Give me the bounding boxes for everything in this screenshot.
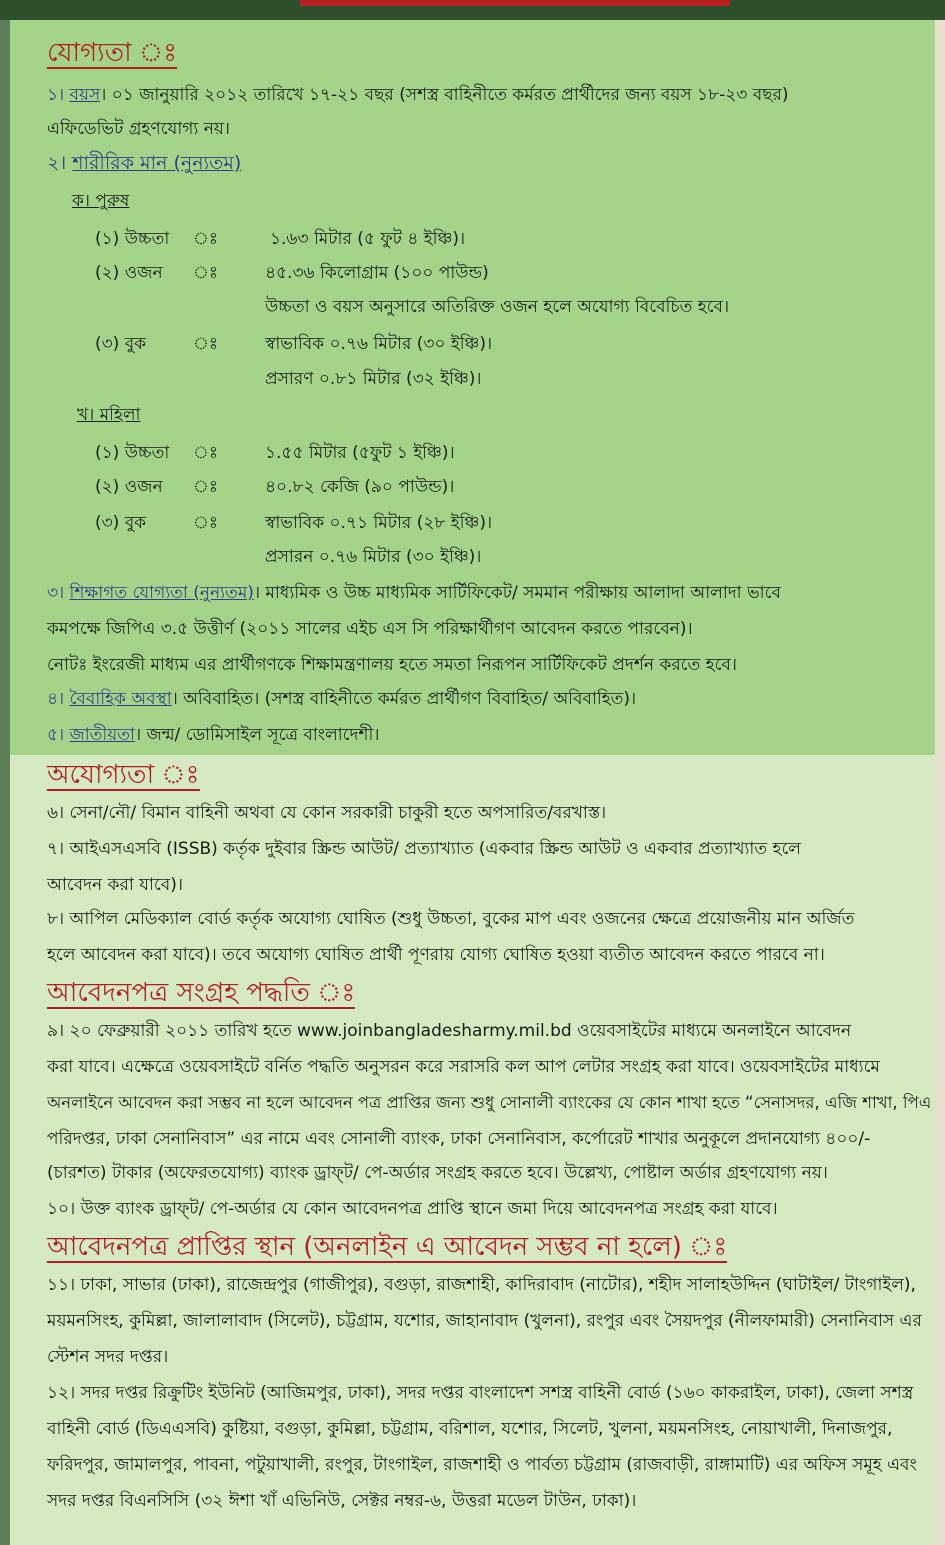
age-label: বয়স xyxy=(69,85,101,105)
education-line-2: কমপক্ষে জিপিএ ৩.৫ উত্তীর্ণ (২০১১ সালের এইচ এস সি পরিক্ষার্থীগণ আবেদন করতে পারবেন)। xyxy=(47,619,693,639)
collection-line-6: ১০। উক্ত ব্যাংক ড্রাফ্‌ট/ পে-অর্ডার যে কোন আবেদনপত্র প্রাপ্তি স্থানে জমা দিয়ে আবেদনপত্র সংগ্রহ করা যাবে। xyxy=(47,1199,778,1219)
male-weight-value: ৪৫.৩৬ কিলোগ্রাম (১০০ পাউন্ড) xyxy=(265,263,489,283)
male-chest-label: (৩) বুক xyxy=(95,334,147,354)
female-label: খ। মহিলা xyxy=(77,405,141,425)
female-weight-label: (২) ওজন xyxy=(95,477,163,497)
places-line-1: ১১। ঢাকা, সাভার (ঢাকা), রাজেন্দ্রপুর (গাজীপুর), বগুড়া, রাজশাহী, কাদিরাবাদ (নাটোর), শহীদ সালাহউদ্দিন (ঘাটাইল/ টাংগাইল), xyxy=(47,1275,916,1295)
collection-line-4: পরিদপ্তর, ঢাকা সেনানিবাস” এর নামে এবং সোনালী ব্যাংক, ঢাকা সেনানিবাস, কর্পোরেট শাখার অনুকূলে প্রদানযোগ্য ৪০০/- xyxy=(47,1129,871,1149)
places-line-6: ফরিদপুর, জামালপুর, পাবনা, পটুয়াখালী, রংপুর, টাংগাইল, রাজশাহী ও পার্বত্য চট্টগ্রাম (রাজবাড়ী, রাঙ্গামাটি) এর অফিস সমূহ এবং xyxy=(47,1455,917,1475)
disq-item-6: ৬। সেনা/নৌ/ বিমান বাহিনী অথবা যে কোন সরকারী চাকুরী হতে অপসারিত/বরখাস্ত। xyxy=(47,803,607,823)
places-heading: আবেদনপত্র প্রাপ্তির স্থান (অনলাইন এ আবেদন সম্ভব না হলে) ঃ xyxy=(47,1232,728,1262)
physical-num: ২। xyxy=(47,152,67,174)
nationality-line xyxy=(47,722,379,748)
male-label: ক। পুরুষ xyxy=(72,191,130,211)
age-line-2: এফিডেভিট গ্রহণযোগ্য নয়। xyxy=(47,119,230,139)
places-line-3: স্টেশন সদর দপ্তর। xyxy=(47,1347,169,1367)
marital-text: । অবিবাহিত। (সশস্ত্র বাহিনীতে কর্মরত প্রার্থীগণ বিবাহিত/ অবিবাহিত)। xyxy=(171,689,637,709)
eligibility-heading: যোগ্যতা ঃ xyxy=(47,38,178,68)
collection-line-1: ৯। ২০ ফেব্রুয়ারী ২০১১ তারিখ হতে www.joinbangladesharmy.mil.bd ওয়েবসাইটের মাধ্যমে অনলাইনে আবেদন xyxy=(47,1021,852,1041)
male-chest-expand: প্রসারণ ০.৮১ মিটার (৩২ ইঞ্চি)। xyxy=(265,369,482,389)
age-text: । ০১ জানুয়ারি ২০১২ তারিখে ১৭-২১ বছর (সশস্ত্র বাহিনীতে কর্মরত প্রার্থীদের জন্য বয়স ১৮-২৩ বছর) xyxy=(100,85,789,105)
male-height-label: (১) উচ্চতা xyxy=(95,229,170,249)
female-weight-value: ৪০.৮২ কেজি (৯০ পাউন্ড)। xyxy=(265,477,455,497)
education-text: । মাধ্যমিক ও উচ্চ মাধ্যমিক সার্টিফিকেট/ সমমান পরীক্ষায় আলাদা আলাদা ভাবে xyxy=(253,583,781,603)
places-line-7: সদর দপ্তর বিএনসিসি (৩২ ঈশা খাঁ এভিনিউ, সেক্টর নম্বর-৬, উত্তরা মডেল টাউন, ঢাকা)। xyxy=(47,1491,637,1511)
nationality-num: ৫। xyxy=(47,725,65,745)
disq-item-7b: আবেদন করা যাবে)। xyxy=(47,875,183,895)
age-line xyxy=(47,82,789,108)
collection-line-2: করা যাবে। এক্ষেত্রে ওয়েবসাইটে বর্নিত পদ্ধতি অনুসরন করে সরাসরি কল আপ লেটার সংগ্রহ করা যাবে। ওয়েবসাইটের মাধ্যমে xyxy=(47,1057,880,1077)
disq-item-8b: হলে আবেদন করা যাবে)। তবে অযোগ্য ঘোষিত প্রার্থী পূণরায় যোগ্য ঘোষিত হওয়া ব্যতীত আবেদন করতে পারবে না। xyxy=(47,945,825,965)
colon: ঃ xyxy=(193,334,218,354)
marital-num: ৪। xyxy=(47,689,65,709)
colon: ঃ xyxy=(193,263,218,283)
male-chest-value: স্বাভাবিক ০.৭৬ মিটার (৩০ ইঞ্চি)। xyxy=(265,334,493,354)
colon: ঃ xyxy=(193,443,218,463)
female-chest-expand: প্রসারন ০.৭৬ মিটার (৩০ ইঞ্চি)। xyxy=(265,547,482,567)
female-height-label: (১) উচ্চতা xyxy=(95,443,170,463)
places-line-5: বাহিনী বোর্ড (ডিএএসবি) কুষ্টিয়া, বগুড়া, কুমিল্লা, চট্টগ্রাম, বরিশাল, যশোর, সিলেট, খুলনা, ময়মনসিংহ, নোয়াখালী, দিনাজপুর, xyxy=(47,1419,893,1439)
education-note: নোটঃ ইংরেজী মাধ্যম এর প্রার্থীগণকে শিক্ষামন্ত্রণালয় হতে সমতা নিরূপন সার্টিফিকেট প্রদর্শন করতে হবে। xyxy=(47,655,737,675)
disqualification-heading: অযোগ্যতা ঃ xyxy=(47,760,200,790)
places-line-4: ১২। সদর দপ্তর রিক্রুটিং ইউনিট (আজিমপুর, ঢাকা), সদর দপ্তর বাংলাদেশ সশস্ত্র বাহিনী বোর্ড (১৬০ কাকরাইল, ঢাকা), জেলা সশস্ত্র xyxy=(47,1383,914,1403)
marital-line xyxy=(47,686,636,712)
age-num: ১। xyxy=(47,85,65,105)
collection-line-5: (চারশত) টাকার (অফেরতযোগ্য) ব্যাংক ড্রাফ্‌ট/ পে-অর্ডার সংগ্রহ করতে হবে। উল্লেখ্য, পোষ্টাল অর্ডার গ্রহণযোগ্য নয়। xyxy=(47,1163,828,1183)
education-label: শিক্ষাগত যোগ্যতা (নুন্যতম) xyxy=(69,583,254,603)
male-height-value: ১.৬৩ মিটার (৫ ফুট ৪ ইঞ্চি)। xyxy=(270,229,466,249)
male-weight-label: (২) ওজন xyxy=(95,263,163,283)
nationality-text: । জন্ম/ ডোমিসাইল সূত্রে বাংলাদেশী। xyxy=(135,725,380,745)
nationality-label: জাতীয়তা xyxy=(69,725,135,745)
colon: ঃ xyxy=(193,513,218,533)
places-line-2: ময়মনসিংহ, কুমিল্লা, জালালাবাদ (সিলেট), চট্টগ্রাম, যশোর, জাহানাবাদ (খুলনা), রংপুর এবং সৈয়দপুর (নীলফামারী) সেনানিবাস এর xyxy=(47,1311,922,1331)
female-chest-label: (৩) বুক xyxy=(95,513,147,533)
colon: ঃ xyxy=(193,477,218,497)
physical-label: শারীরিক মান (নুন্যতম) xyxy=(72,152,242,174)
disq-item-7a: ৭। আইএসএসবি (ISSB) কর্তৃক দুইবার স্ক্রিন্ড আউট/ প্রত্যাখ্যাত (একবার স্ক্রিন্ড আউট ও একবার প্রত্যাখ্যাত হলে xyxy=(47,839,801,859)
collection-heading: আবেদনপত্র সংগ্রহ পদ্ধতি ঃ xyxy=(47,978,356,1008)
education-num: ৩। xyxy=(47,583,65,603)
female-height-value: ১.৫৫ মিটার (৫ফুট ১ ইঞ্চি)। xyxy=(265,443,455,463)
marital-label: বৈবাহিক অবস্থা xyxy=(69,689,172,709)
female-chest-value: স্বাভাবিক ০.৭১ মিটার (২৮ ইঞ্চি)। xyxy=(265,513,493,533)
disq-item-8a: ৮। আপিল মেডিক্যাল বোর্ড কর্তৃক অযোগ্য ঘোষিত (শুধু উচ্চতা, বুকের মাপ এবং ওজনের ক্ষেত্রে প্রয়োজনীয় মান অর্জিত xyxy=(47,909,855,929)
education-line xyxy=(47,580,781,606)
male-weight-note: উচ্চতা ও বয়স অনুসারে অতিরিক্ত ওজন হলে অযোগ্য বিবেচিত হবে। xyxy=(265,297,730,317)
physical-heading xyxy=(47,150,241,176)
colon: ঃ xyxy=(193,229,218,249)
collection-line-3: অনলাইনে আবেদন করা সম্ভব না হলে আবেদন পত্র প্রাপ্তির জন্য শুধু সোনালী ব্যাংকের যে কোন শাখা হতে “সেনাসদর, এজি শাখা, পিএ xyxy=(47,1093,932,1112)
